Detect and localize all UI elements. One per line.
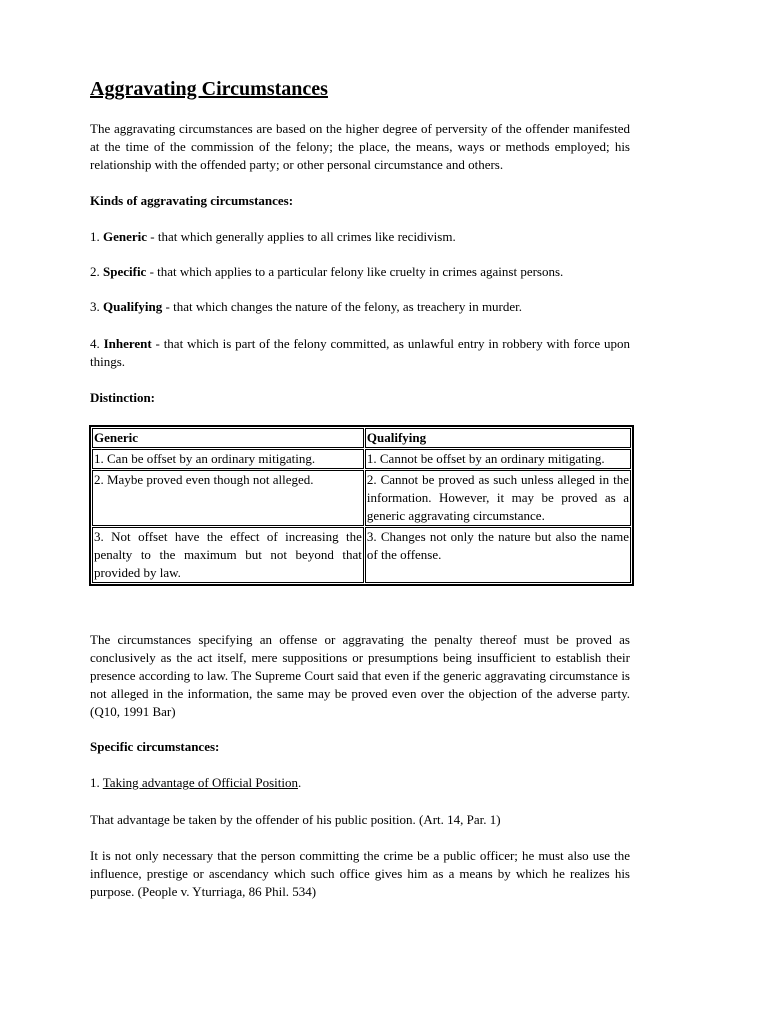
item-period: .: [298, 775, 302, 790]
item-1-paragraph-1: That advantage be taken by the offender of his public position. (Art. 14, Par. 1): [90, 812, 501, 827]
kind-term: Generic: [103, 229, 148, 244]
kind-number: 3.: [90, 299, 103, 314]
kind-item-inherent: [90, 335, 630, 371]
kind-description: - that which generally applies to all crimes like recidivism.: [147, 229, 456, 244]
table-cell: 2. Maybe proved even though not alleged.: [92, 470, 364, 526]
page-title: Aggravating Circumstances: [90, 78, 328, 100]
table-row: [92, 470, 631, 526]
kind-number: 1.: [90, 229, 103, 244]
specific-item-1: [90, 774, 630, 792]
kind-item-qualifying: [90, 298, 630, 316]
kind-item-specific: [90, 263, 630, 281]
table-cell: 1. Can be offset by an ordinary mitigating.: [92, 449, 364, 469]
distinction-table: [89, 425, 634, 586]
kind-description: - that which applies to a particular felony like cruelty in crimes against persons.: [146, 264, 564, 279]
table-row: [92, 527, 631, 583]
table-header-row: [92, 428, 631, 448]
kind-item-generic: [90, 228, 630, 246]
kind-number: 4.: [90, 336, 104, 351]
intro-paragraph: The aggravating circumstances are based on the higher degree of perversity of the offender manifested at the time of the commission of the felony; the place, the means, ways or methods employed; his relationship with the offended party; or other personal circumstance and others.: [90, 121, 630, 172]
table-cell: 3. Not offset have the effect of increasing the penalty to the maximum but not beyond that provided by law.: [92, 527, 364, 583]
kind-description: - that which changes the nature of the felony, as treachery in murder.: [162, 299, 523, 314]
table-row: [92, 449, 631, 469]
kinds-heading: Kinds of aggravating circumstances:: [90, 193, 294, 208]
kind-term: Inherent: [103, 336, 152, 351]
kind-number: 2.: [90, 264, 103, 279]
item-title: Taking advantage of Official Position: [102, 775, 299, 790]
table-cell: 1. Cannot be offset by an ordinary mitigating.: [365, 449, 631, 469]
item-number: 1.: [90, 775, 103, 790]
table-cell: 2. Cannot be proved as such unless alleged in the information. However, it may be proved as a generic aggravating circumstance.: [365, 470, 631, 526]
kind-term: Specific: [103, 264, 147, 279]
specific-heading: Specific circumstances:: [90, 739, 220, 754]
kind-term: Qualifying: [103, 299, 163, 314]
column-header-qualifying: Qualifying: [365, 428, 631, 448]
column-header-generic: Generic: [92, 428, 364, 448]
proof-paragraph: The circumstances specifying an offense or aggravating the penalty thereof must be proved as conclusively as the act itself, mere suppositions or presumptions being insufficient to establish their presence according to law. The Supreme Court said that even if the generic aggravating circumstance is not alleged in the information, the same may be proved even over the objection of the adverse party. (Q10, 1991 Bar): [90, 632, 630, 719]
table-cell: 3. Changes not only the nature but also the name of the offense.: [365, 527, 631, 583]
item-1-paragraph-2: It is not only necessary that the person committing the crime be a public officer; he must also use the influence, prestige or ascendancy which such office gives him as a means by which he realizes his purpose. (People v. Yturriaga, 86 Phil. 534): [90, 848, 630, 899]
distinction-heading: Distinction:: [90, 390, 155, 405]
kind-description: - that which is part of the felony committed, as unlawful entry in robbery with force upon things.: [90, 336, 630, 369]
